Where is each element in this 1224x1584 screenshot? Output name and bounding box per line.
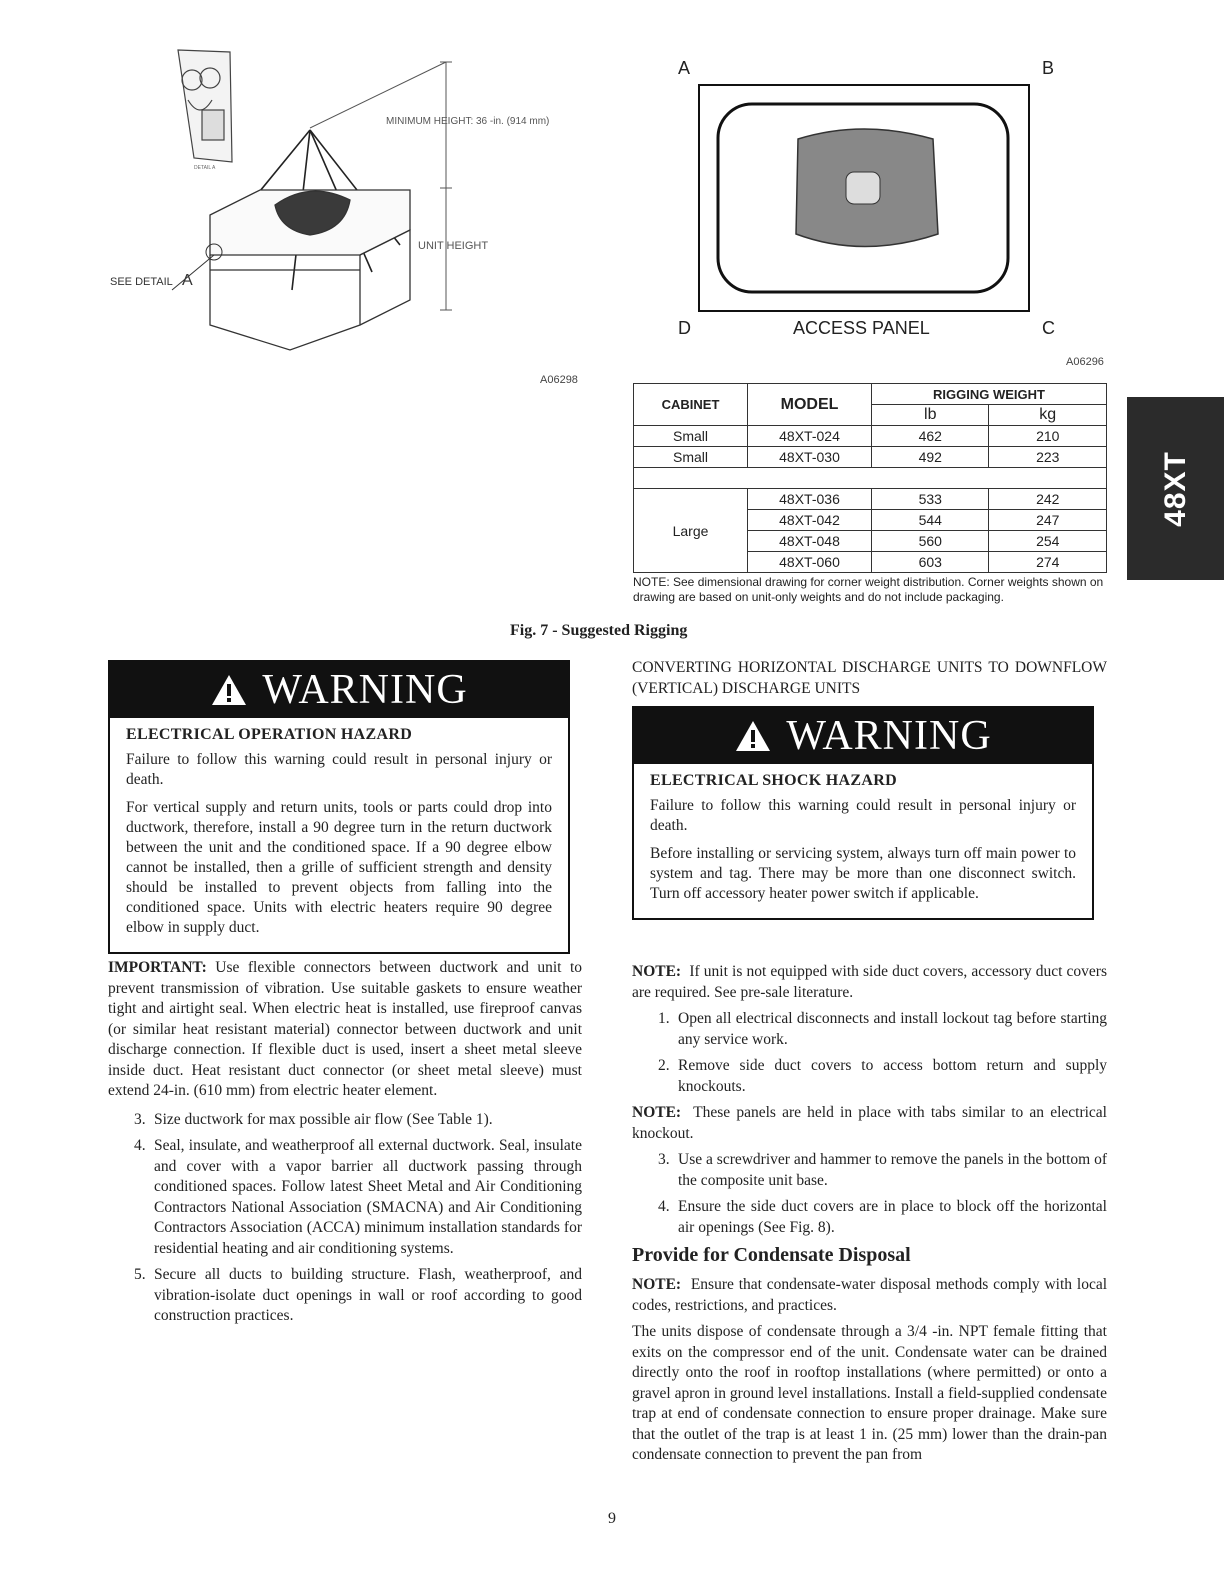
left-figure-code: A06298 [540,374,578,386]
warning-title: WARNING [786,713,992,759]
col-cabinet: CABINET [634,384,748,426]
detail-letter: A [182,272,193,289]
note-text: These panels are held in place with tabs similar to an electrical knockout. [632,1104,1107,1142]
rigging-diagram [110,40,590,370]
rigging-weight-table [633,383,1107,605]
note-paragraph-1 [632,962,1107,1003]
lb-cell: 603 [872,552,989,573]
lb-cell: 462 [872,426,989,447]
condensate-paragraph: The units dispose of condensate through a 3/4 -in. NPT female fitting that exits on the compressor end of the unit. Condensate water can be drained directly onto the roof in rooftop installations (where permitted) or onto a gravel apron in ground level installations. Install a field-supplied condensate trap at end of condensate connection to ensure proper drainage. Make sure that the outlet of the trap is at least 1 in. (25 mm) lower than the drain-pan condensate connection to prevent the pan from [632,1323,1107,1463]
access-panel-drawing [698,84,1030,312]
left-step-list [108,1110,582,1327]
corner-c: C [1042,318,1055,338]
warning-box-left [108,660,570,954]
list-item: 1. Open all electrical disconnects and install lockout tag before starting any service work. [658,1010,1107,1048]
warning-text-2: Before installing or servicing system, always turn off main power to system and tag. There may be more than one disconnect switch. Turn off accessory heater power switch if applicable. [650,845,1076,902]
list-item: 4. Seal, insulate, and weatherproof all external ductwork. Seal, insulate and cover with a vapor barrier all ductwork passing through conditioned spaces. Follow latest Sheet Metal and Air Conditioning Contractors National Association (SMACNA) and Air Conditioning Contractors Association (ACCA) minimum installation standards for residential heating and air conditioning systems. [134,1137,582,1257]
table-row [634,447,1107,468]
col-rigging-weight: RIGGING WEIGHT [872,384,1107,405]
note-text: Ensure that condensate-water disposal methods comply with local codes, restrictions, and practices. [632,1276,1108,1314]
corner-b: B [1042,58,1055,78]
warning-triangle-icon [734,719,772,753]
note-label: NOTE: [632,1104,682,1121]
note-paragraph-2 [632,1103,1107,1144]
col-model: MODEL [748,384,872,426]
table-row [634,426,1107,447]
important-text: Use flexible connectors between ductwork and unit to prevent transmission of vibration. Use suitable gaskets to ensure weather tight and airtight seal. When electric heat is installed, use fireproof canvas (or similar heat resistant material) connector between ductwork and unit discharge connection. If flexible duct is used, insert a sheet metal sleeve inside duct. Heat resistant duct connector (or sheet metal sleeve) must extend 24-in. (610 mm) from electric heater element. [108,959,582,1099]
col-kg: kg [989,405,1107,426]
model-cell: 48XT-048 [748,531,872,552]
kg-cell: 210 [989,426,1107,447]
detail-a-small-label: DETAIL A [194,165,216,171]
see-detail-label: SEE DETAIL [110,276,173,288]
cabinet-cell: Small [634,447,748,468]
hazard-title: ELECTRICAL SHOCK HAZARD [650,772,897,789]
access-panel-label: ACCESS PANEL [793,318,930,338]
warning-title: WARNING [262,667,468,713]
kg-cell: 242 [989,489,1107,510]
warning-header [110,662,568,718]
corner-a: A [678,58,691,78]
figure-caption: Fig. 7 - Suggested Rigging [510,622,688,639]
kg-cell: 274 [989,552,1107,573]
important-label: IMPORTANT: [108,959,207,976]
important-paragraph [108,958,582,1102]
right-step-list-b [632,1150,1107,1238]
warning-triangle-icon [210,673,248,707]
model-cell: 48XT-030 [748,447,872,468]
table-row [634,489,1107,510]
note-text: If unit is not equipped with side duct covers, accessory duct covers are required. See pre-sale literature. [632,963,1107,1001]
cabinet-cell-large: Large [634,489,748,573]
warning-text-2: For vertical supply and return units, tools or parts could drop into ductwork, therefore, install a 90 degree turn in the return ductwork between the unit and the conditioned space. If a 90 degree elbow cannot be installed, then a grille of sufficient strength and density should be installed to prevent objects from falling into the conditioned space. Units with electric heaters require 90 degree elbow in supply duct. [126,799,552,936]
min-height-label: MINIMUM HEIGHT: 36 -in. (914 mm) [386,116,550,127]
access-panel-diagram [698,84,1030,312]
rigging-unit-drawing [110,40,590,370]
table-spacer-row [634,468,1107,489]
left-body [108,958,582,1333]
list-item: 4. Ensure the side duct covers are in place to block off the horizontal air openings (See Fig. 8). [658,1198,1107,1236]
converting-heading: CONVERTING HORIZONTAL DISCHARGE UNITS TO DOWNFLOW (VERTICAL) DISCHARGE UNITS [632,659,1107,697]
model-cell: 48XT-036 [748,489,872,510]
corner-d: D [678,318,691,338]
list-item: 3. Size ductwork for max possible air flow (See Table 1). [134,1110,493,1128]
list-item: 2. Remove side duct covers to access bottom return and supply knockouts. [658,1057,1107,1095]
warning-box-right [632,706,1094,920]
list-item: 5. Secure all ducts to building structure. Flash, weatherproof, and vibration-isolate duct openings in wall or roof according to good construction practices. [134,1266,582,1324]
list-item: 3. Use a screwdriver and hammer to remove the panels in the bottom of the composite unit base. [658,1151,1107,1189]
note-label: NOTE: [632,1276,682,1293]
lb-cell: 533 [872,489,989,510]
hazard-title: ELECTRICAL OPERATION HAZARD [126,726,413,743]
lb-cell: 492 [872,447,989,468]
note-label: NOTE: [632,963,682,980]
model-cell: 48XT-042 [748,510,872,531]
warning-header [634,708,1092,764]
lb-cell: 560 [872,531,989,552]
right-figure-code: A06296 [1066,356,1104,368]
page-number: 9 [608,1510,616,1527]
section-title: Provide for Condensate Disposal [632,1244,911,1266]
cabinet-cell: Small [634,426,748,447]
kg-cell: 254 [989,531,1107,552]
kg-cell: 247 [989,510,1107,531]
kg-cell: 223 [989,447,1107,468]
lb-cell: 544 [872,510,989,531]
table-note: NOTE: See dimensional drawing for corner weight distribution. Corner weights shown on drawing are based on unit-only weights and do not include packaging. [633,575,1104,604]
side-tab [1127,397,1224,580]
unit-height-label: UNIT HEIGHT [418,240,489,252]
model-cell: 48XT-060 [748,552,872,573]
model-cell: 48XT-024 [748,426,872,447]
right-step-list-a [632,1009,1107,1097]
side-tab-label: 48XT [1158,450,1192,527]
warning-text-1: Failure to follow this warning could result in personal injury or death. [126,751,552,788]
warning-text-1: Failure to follow this warning could result in personal injury or death. [650,797,1076,834]
right-body [632,962,1107,1466]
note-paragraph-3 [632,1275,1107,1316]
col-lb: lb [872,405,989,426]
